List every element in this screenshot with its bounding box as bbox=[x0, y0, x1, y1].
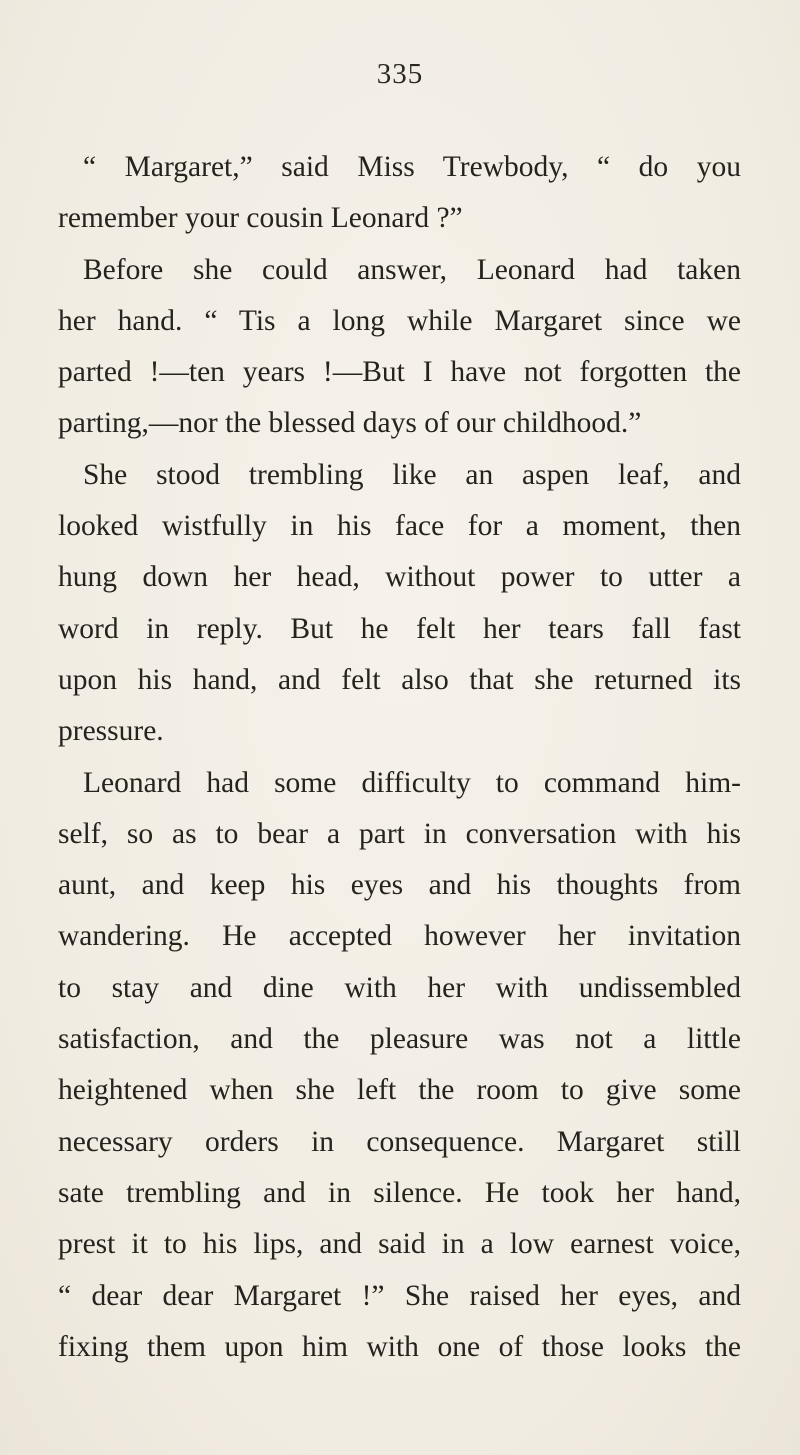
page-number: 335 bbox=[376, 58, 424, 90]
text-line: satisfaction, and the pleasure was not a little bbox=[58, 1023, 741, 1056]
text-line: parting,—nor the blessed days of our childhood.” bbox=[58, 407, 642, 440]
text-line: heightened when she left the room to give some bbox=[58, 1074, 741, 1107]
text-line: her hand. “ Tis a long while Margaret since we bbox=[58, 304, 741, 337]
text-line: She stood trembling like an aspen leaf, and bbox=[83, 458, 741, 491]
text-line: pressure. bbox=[58, 715, 164, 748]
text-line: “ Margaret,” said Miss Trewbody, “ do you bbox=[83, 151, 741, 183]
text-line: “ dear dear Margaret !” She raised her eyes, and bbox=[58, 1279, 741, 1312]
text-line: necessary orders in consequence. Margaret still bbox=[58, 1125, 741, 1158]
text-line: Leonard had some difficulty to command him- bbox=[83, 766, 741, 799]
text-line: word in reply. But he felt her tears fall fast bbox=[58, 612, 741, 645]
text-line: hung down her head, without power to utter a bbox=[58, 561, 741, 594]
text-line: remember your cousin Leonard ?” bbox=[58, 202, 463, 235]
text-line: Before she could answer, Leonard had taken bbox=[83, 253, 741, 286]
text-line: self, so as to bear a part in conversation with his bbox=[58, 817, 741, 850]
text-line: looked wistfully in his face for a moment, then bbox=[58, 510, 741, 543]
text-line: sate trembling and in silence. He took her hand, bbox=[58, 1176, 741, 1209]
text-line: upon his hand, and felt also that she returned its bbox=[58, 663, 741, 696]
text-line: aunt, and keep his eyes and his thoughts from bbox=[58, 869, 741, 902]
body-text bbox=[58, 142, 741, 1373]
text-line: prest it to his lips, and said in a low earnest voice, bbox=[58, 1228, 741, 1261]
text-line: parted !—ten years !—But I have not forgotten the bbox=[58, 356, 741, 389]
text-line: to stay and dine with her with undissembled bbox=[58, 971, 741, 1004]
text-line: fixing them upon him with one of those looks the bbox=[58, 1330, 741, 1363]
text-line: wandering. He accepted however her invitation bbox=[58, 920, 741, 953]
